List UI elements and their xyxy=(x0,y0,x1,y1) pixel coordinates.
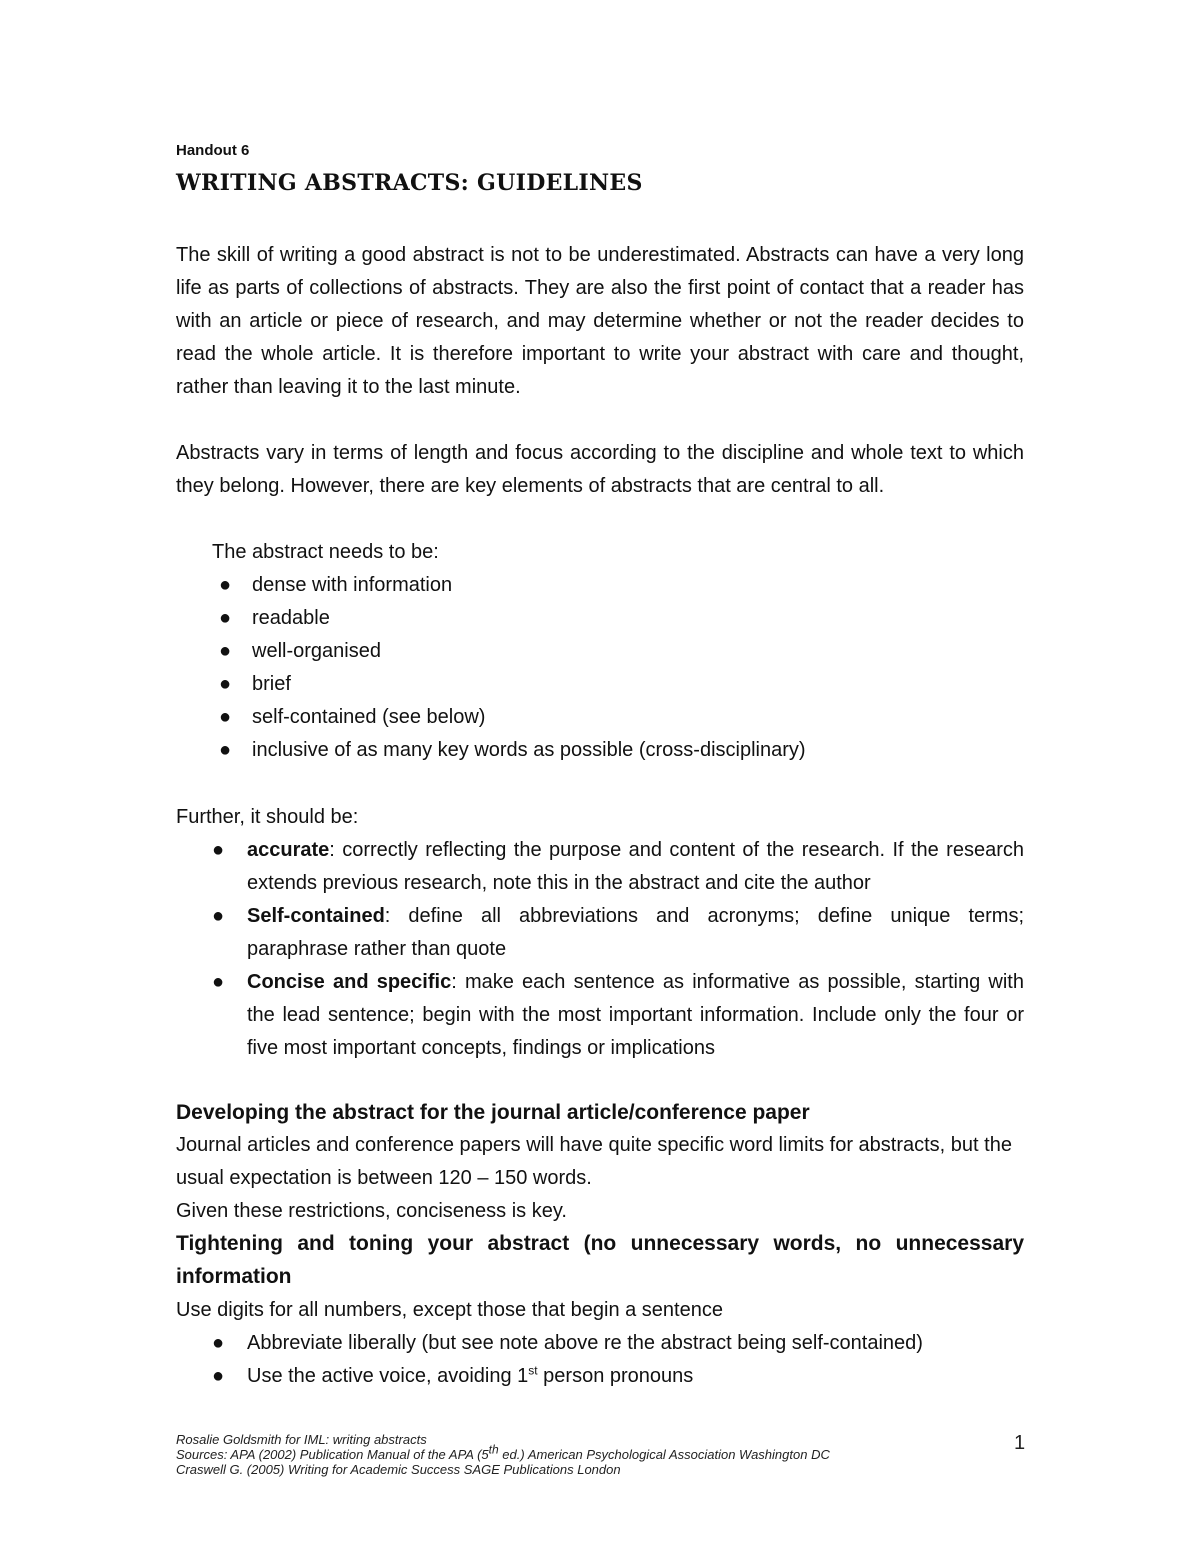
bullet-icon: ● xyxy=(212,839,225,861)
page-number: 1 xyxy=(1014,1432,1026,1454)
bullet-icon: ● xyxy=(219,607,232,629)
bullet-icon: ● xyxy=(219,574,232,596)
bullet-icon: ● xyxy=(219,739,232,761)
intro-paragraph-2: Abstracts vary in terms of length and focus according to the discipline and whole text to which they belong. However, there are key elements of abstracts that are central to all. xyxy=(176,442,1024,497)
page-title: WRITING ABSTRACTS: GUIDELINES xyxy=(176,170,643,196)
list-item: ● accurate: correctly reflecting the purpose and content of the research. If the research extends previous research, note this in the abstract and cite the author xyxy=(247,834,1024,900)
list-item: ● Abbreviate liberally (but see note above re the abstract being self-contained) xyxy=(247,1327,1024,1360)
further-list xyxy=(212,834,1024,1065)
footer-source-2: Craswell G. (2005) Writing for Academic Success SAGE Publications London xyxy=(176,1462,621,1477)
handout-label: Handout 6 xyxy=(176,142,250,159)
intro-paragraph-1: The skill of writing a good abstract is not to be underestimated. Abstracts can have a very long life as parts of collections of abstracts. They are also the first point of contact that a reader has with an article or piece of research, and may determine whether or not the reader decides to read the whole article. It is therefore important to write your abstract with care and thought, rather than leaving it to the last minute. xyxy=(176,244,1024,398)
footer-source-1: Sources: APA (2002) Publication Manual of the APA (5th ed.) American Psychological Association Washington DC xyxy=(176,1442,830,1462)
developing-paragraph: Journal articles and conference papers will have quite specific word limits for abstracts, but the usual expectation is between 120 – 150 words. xyxy=(176,1134,1012,1189)
list-item: ● Concise and specific: make each sentence as informative as possible, starting with the lead sentence; begin with the most important information. Include only the four or five most important concepts, findings or implications xyxy=(247,966,1024,1065)
list-item: ● dense with information xyxy=(252,569,806,602)
list-term: accurate xyxy=(247,839,330,861)
list-item: ● Self-contained: define all abbreviations and acronyms; define unique terms; paraphrase rather than quote xyxy=(247,900,1024,966)
tightening-heading: Tightening and toning your abstract (no unnecessary words, no unnecessary information xyxy=(176,1232,1024,1288)
list-item: ● inclusive of as many key words as possible (cross-disciplinary) xyxy=(252,734,806,767)
list-item: ● readable xyxy=(252,602,806,635)
list-item: ● self-contained (see below) xyxy=(252,701,806,734)
bullet-icon: ● xyxy=(212,971,225,993)
bullet-icon: ● xyxy=(219,673,232,695)
list-item: ● brief xyxy=(252,668,806,701)
list-item: ● well-organised xyxy=(252,635,806,668)
list-term: Concise and specific xyxy=(247,971,452,993)
list-item: ● Use the active voice, avoiding 1st person pronouns xyxy=(247,1360,1024,1393)
needs-list xyxy=(219,569,806,767)
footer-credit: Rosalie Goldsmith for IML: writing abstracts xyxy=(176,1432,427,1447)
bullet-icon: ● xyxy=(212,1332,225,1354)
bullet-icon: ● xyxy=(219,640,232,662)
developing-heading: Developing the abstract for the journal article/conference paper xyxy=(176,1101,810,1124)
list-term: Self-contained xyxy=(247,905,385,927)
page-footer xyxy=(176,1432,830,1477)
bullet-icon: ● xyxy=(219,706,232,728)
digits-rule: Use digits for all numbers, except those that begin a sentence xyxy=(176,1299,723,1321)
needs-intro: The abstract needs to be: xyxy=(212,541,439,563)
further-intro: Further, it should be: xyxy=(176,806,359,828)
bullet-icon: ● xyxy=(212,1365,225,1387)
bullet-icon: ● xyxy=(212,905,225,927)
tightening-list xyxy=(212,1327,1024,1393)
developing-note: Given these restrictions, conciseness is key. xyxy=(176,1200,567,1222)
